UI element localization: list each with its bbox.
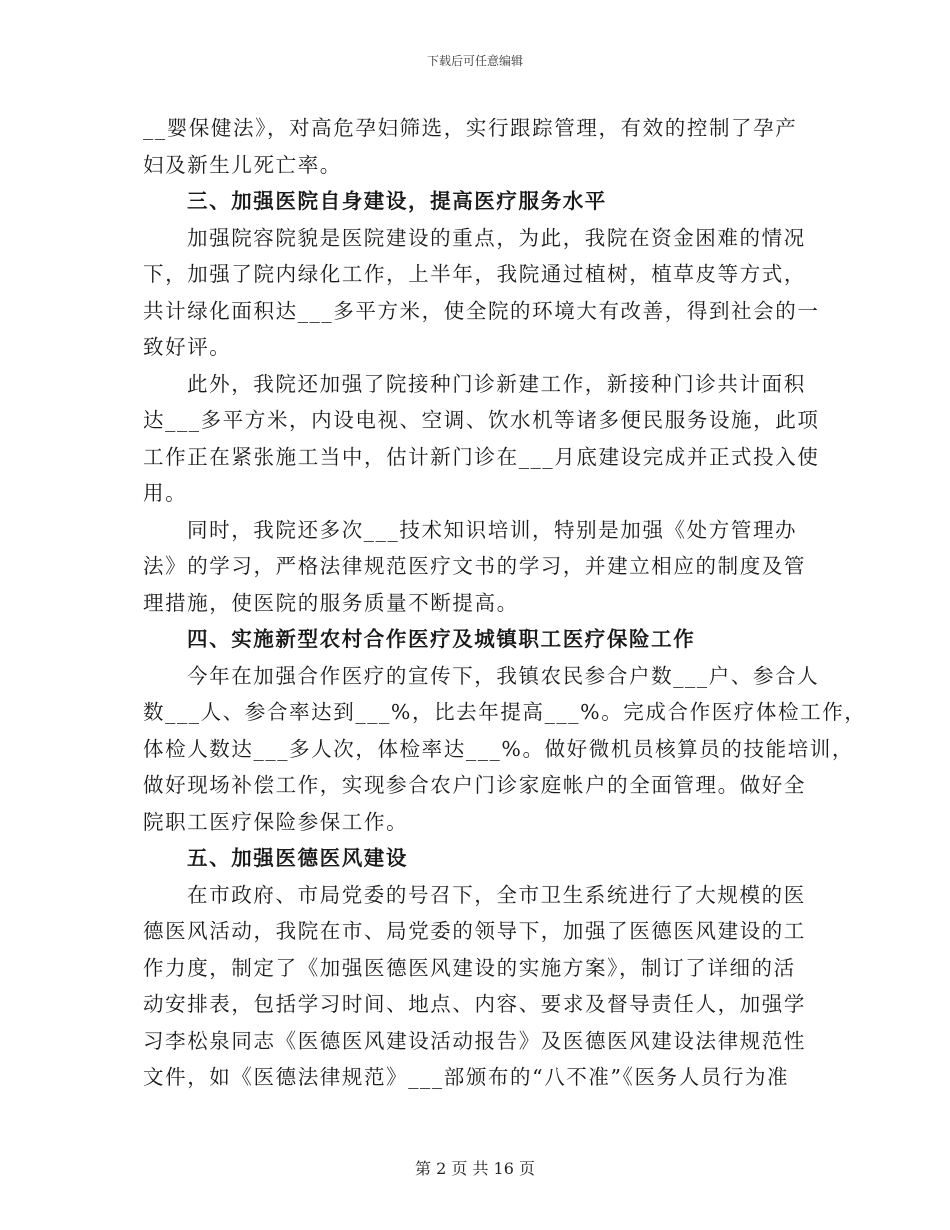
body-text-line: 文件，如《医德法律规范》___部颁布的“八不准”《医务人员行为准 — [143, 1065, 790, 1089]
paragraph-first-line: 在市政府、市局党委的号召下，全市卫生系统进行了大规模的医 — [187, 882, 806, 907]
body-text-line: 习李松泉同志《医德医风建设活动报告》及医德医风建设法律规范性 — [143, 1028, 806, 1053]
body-text-line: 法》的学习，严格法律规范医疗文书的学习，并建立相应的制度及管 — [143, 554, 806, 578]
body-text-line: __婴保健法》，对高危孕妇筛选，实行跟踪管理，有效的控制了孕产 — [143, 116, 798, 140]
body-text-line: 做好现场补偿工作，实现参合农户门诊家庭帐户的全面管理。做好全 — [143, 773, 806, 797]
body-text-line: 致好评。 — [143, 335, 232, 359]
page-footer: 第 2 页 共 16 页 — [415, 1159, 535, 1178]
body-text-line: 数___人、参合率达到___%，比去年提高___%。完成合作医疗体检工作， — [143, 700, 867, 724]
document-body — [143, 110, 867, 1096]
body-text-line: 用。 — [143, 481, 188, 505]
paragraph-first-line: 加强院容院貌是医院建设的重点，为此，我院在资金困难的情况 — [187, 225, 806, 250]
paragraph-first-line: 此外，我院还加强了院接种门诊新建工作，新接种门诊共计面积 — [187, 371, 806, 396]
body-text-line: 院职工医疗保险参保工作。 — [143, 809, 409, 834]
body-text-line: 体检人数达___多人次，体检率达___%。做好微机员核算员的技能培训， — [143, 736, 854, 761]
body-text-line: 共计绿化面积达___多平方米，使全院的环境大有改善，得到社会的一 — [143, 298, 820, 323]
body-text-line: 工作正在紧张施工当中，估计新门诊在___月底建设完成并正式投入使 — [143, 444, 820, 469]
body-text-line: 妇及新生儿死亡率。 — [143, 152, 342, 177]
body-text-line: 理措施，使医院的服务质量不断提高。 — [143, 590, 519, 615]
section-heading: 四、实施新型农村合作医疗及城镇职工医疗保险工作 — [187, 627, 696, 651]
section-heading: 三、加强医院自身建设，提高医疗服务水平 — [187, 189, 607, 213]
body-text-line: 达___多平方米，内设电视、空调、饮水机等诸多便民服务设施，此项 — [143, 408, 820, 432]
body-text-line: 作力度，制定了《加强医德医风建设的实施方案》，制订了详细的活 — [143, 955, 796, 980]
paragraph-first-line: 同时，我院还多次___技术知识培训，特别是加强《处方管理办 — [187, 517, 798, 542]
body-text-line: 下，加强了院内绿化工作，上半年，我院通过植树，植草皮等方式， — [143, 262, 806, 286]
section-heading: 五、加强医德医风建设 — [187, 846, 408, 870]
paragraph-first-line: 今年在加强合作医疗的宣传下，我镇农民参合户数___户、参合人 — [187, 663, 820, 688]
body-text-line: 动安排表，包括学习时间、地点、内容、要求及督导责任人，加强学 — [143, 992, 806, 1016]
page-header: 下载后可任意编辑 — [426, 54, 523, 68]
body-text-line: 德医风活动，我院在市、局党委的领导下，加强了医德医风建设的工 — [143, 919, 806, 943]
